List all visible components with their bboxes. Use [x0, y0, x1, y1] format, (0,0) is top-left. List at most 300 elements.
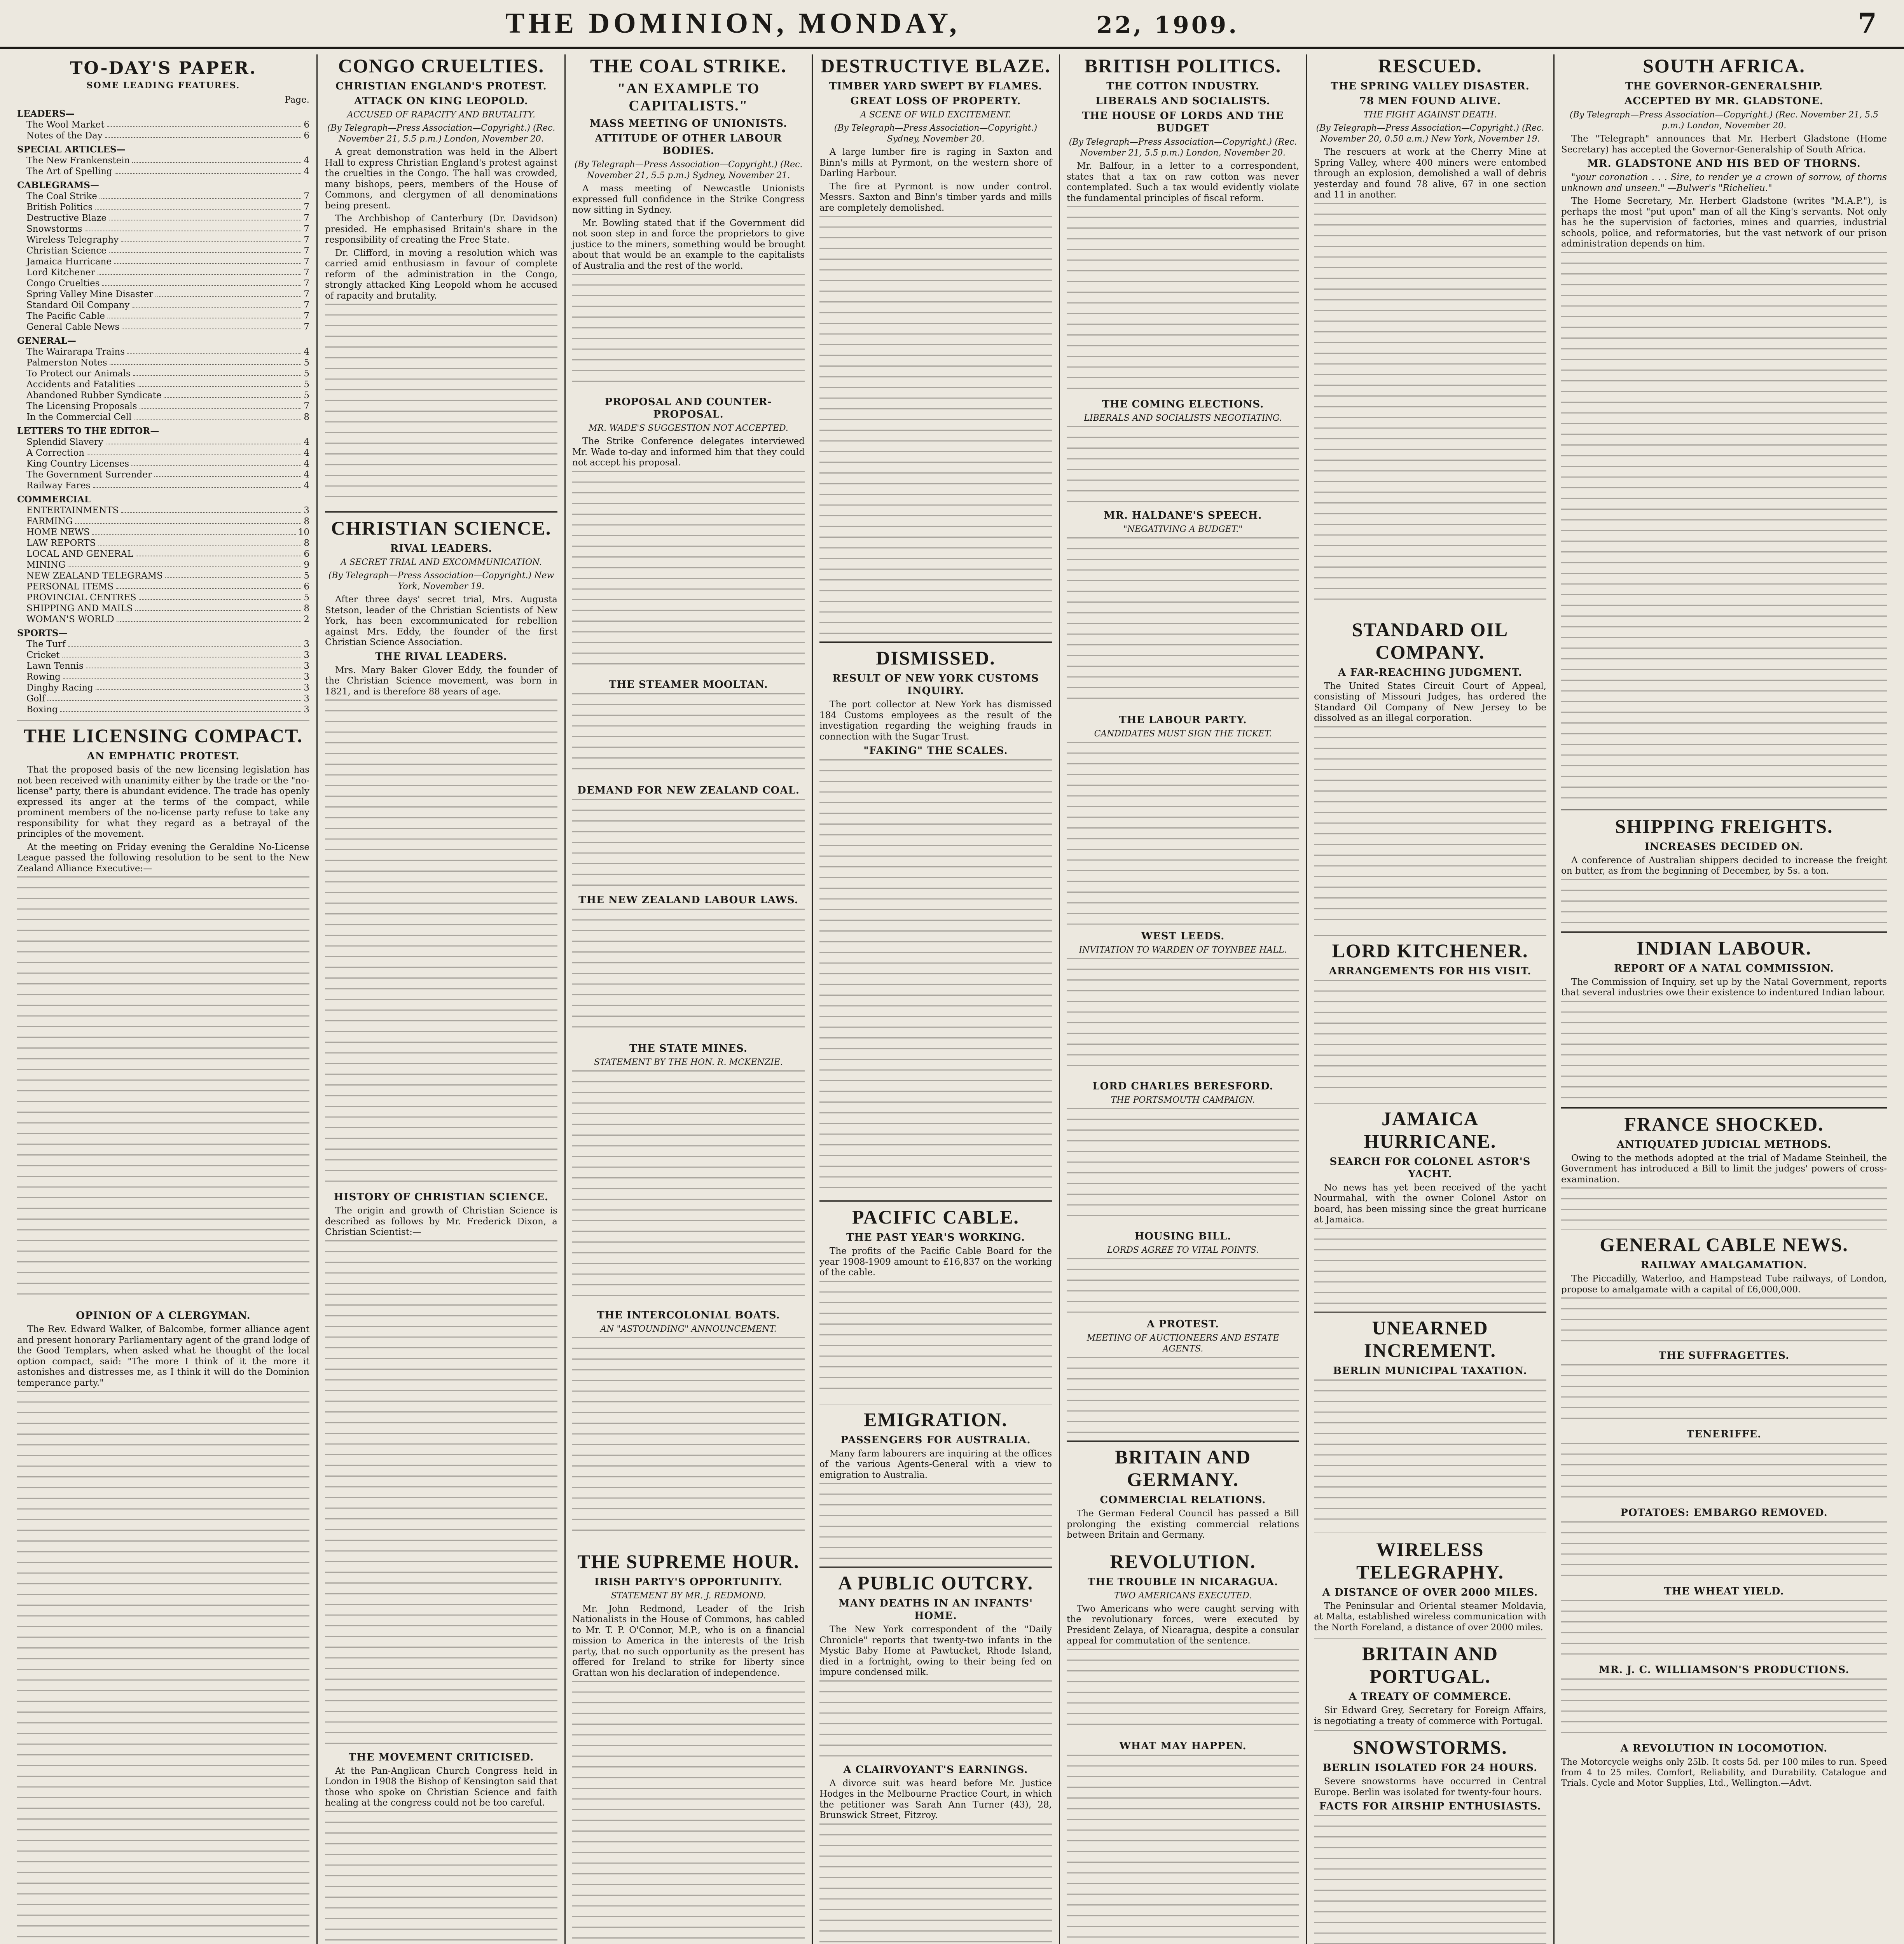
toc-entry-page: 7 [304, 213, 309, 223]
toc-entry-label: PERSONAL ITEMS [26, 582, 114, 592]
toc-entry [17, 379, 309, 390]
article-text-block [572, 799, 805, 888]
divider [1561, 1228, 1887, 1229]
article-paragraph: The Peninsular and Oriental steamer Moldavia, at Malta, established wireless communication with the North Foreland, a distance of over 2000 miles. [1314, 1601, 1546, 1633]
toc-entry-page: 7 [304, 278, 309, 288]
general-cable-news-list [1561, 1259, 1887, 1737]
column-2 [320, 54, 563, 1944]
subhead: THE TROUBLE IN NICARAGUA. [1087, 1576, 1279, 1588]
toc-entry [17, 538, 309, 549]
toc-leader-dots [116, 581, 301, 589]
toc-leader-dots [85, 224, 302, 231]
article-paragraph: The German Federal Council has passed a Bill prolonging the existing commercial relations between Britain and Germany. [1067, 1509, 1299, 1540]
divider [819, 1566, 1052, 1568]
toc-leader-dots [87, 448, 301, 455]
toc-entry-label: Splendid Slavery [26, 437, 103, 447]
subhead: THE COMING ELECTIONS. [1102, 399, 1264, 410]
toc-entry [17, 234, 309, 245]
toc-leader-dots [63, 671, 302, 679]
toc-group-heading: SPECIAL ARTICLES— [17, 144, 126, 155]
headline-jamaica-hurricane: JAMAICA HURRICANE. [1364, 1107, 1497, 1152]
toc-group-heading: COMMERCIAL [17, 494, 91, 505]
subhead: INVITATION TO WARDEN OF TOYNBEE HALL. [1079, 945, 1287, 955]
toc-entry-label: The Pacific Cable [26, 311, 105, 321]
subhead: CANDIDATES MUST SIGN THE TICKET. [1094, 729, 1272, 739]
subhead: THE RIVAL LEADERS. [375, 650, 507, 663]
article-text-block [1561, 879, 1887, 926]
toc-entry-label: SHIPPING AND MAILS [26, 603, 133, 614]
toc-entry [17, 581, 309, 592]
article-paragraph: The "Telegraph" announces that Mr. Herbert Gladstone (Home Secretary) has accepted the Governor-Generalship of South Africa. [1561, 134, 1887, 155]
subhead: CHRISTIAN ENGLAND'S PROTEST. [335, 80, 547, 92]
article-text-block [1314, 980, 1546, 1096]
article-text-block [819, 1823, 1052, 1944]
divider [1067, 1440, 1299, 1442]
dateline: (By Telegraph—Press Association—Copyright.) (Rec. November 21, 5.5 p.m.) London, November 20. [327, 123, 555, 144]
masthead-date: 22, 1909. [1096, 12, 1239, 39]
toc-entry-label: Rowing [26, 672, 61, 682]
toc-entry [17, 570, 309, 581]
column-3 [567, 54, 810, 1944]
toc-leader-dots [114, 256, 301, 264]
toc-subtitle: SOME LEADING FEATURES. [86, 80, 240, 91]
subhead: AN "ASTOUNDING" ANNOUNCEMENT. [600, 1324, 777, 1334]
toc-entry-page: 7 [304, 224, 309, 234]
toc-leader-dots [154, 469, 302, 477]
toc-entry [17, 469, 309, 480]
subhead: MR. HALDANE'S SPEECH. [1104, 510, 1262, 521]
divider [819, 1403, 1052, 1404]
toc-entry [17, 245, 309, 256]
article-text-block [325, 699, 557, 1185]
toc-entry-label: Dinghy Racing [26, 683, 93, 693]
subhead: BERLIN MUNICIPAL TAXATION. [1333, 1365, 1527, 1377]
toc-entry-page: 6 [304, 131, 309, 141]
dateline: (By Telegraph—Press Association—Copyright.) (Rec. November 21, 5.5 p.m.) London, November 20. [1069, 137, 1297, 158]
headline-france-shocked: FRANCE SHOCKED. [1624, 1113, 1824, 1135]
toc-leader-dots [93, 480, 302, 488]
toc-entry [17, 224, 309, 234]
column-rule [316, 54, 318, 1944]
toc-entry-page: 4 [304, 448, 309, 458]
subhead: IRISH PARTY'S OPPORTUNITY. [594, 1576, 783, 1588]
article-text-block [1561, 1521, 1887, 1580]
toc-entry [17, 437, 309, 448]
toc-leader-dots [117, 614, 302, 622]
subhead: AN EMPHATIC PROTEST. [87, 750, 240, 762]
toc-entry [17, 322, 309, 332]
article-text-block [325, 1240, 557, 1746]
toc-entry-page: 6 [304, 582, 309, 592]
divider [1314, 1102, 1546, 1103]
toc-entry-page: 3 [304, 694, 309, 704]
headline-snowstorms: SNOWSTORMS. [1353, 1736, 1507, 1758]
toc-entry [17, 458, 309, 469]
toc-leader-dots [136, 549, 302, 556]
toc-entry [17, 480, 309, 491]
headline-supreme-hour: THE SUPREME HOUR. [577, 1550, 800, 1572]
toc-leader-dots [131, 458, 301, 466]
subhead: LORDS AGREE TO VITAL POINTS. [1107, 1245, 1259, 1255]
toc-entry-label: Jamaica Hurricane [26, 257, 112, 267]
column-rule [564, 54, 566, 1944]
subhead: THE PAST YEAR'S WORKING. [846, 1232, 1025, 1243]
toc-leader-dots [102, 278, 302, 286]
article-text-block [1314, 203, 1546, 607]
column-7 [1556, 54, 1892, 1944]
toc-entry-page: 5 [304, 390, 309, 400]
article-text-block [1314, 726, 1546, 928]
subhead: THE COTTON INDUSTRY. [1106, 80, 1259, 92]
toc-leader-dots [140, 401, 302, 409]
toc-leader-dots [122, 322, 301, 329]
article-text-block [819, 1281, 1052, 1397]
article-paragraph: The Piccadilly, Waterloo, and Hampstead Tube railways, of London, propose to amalgamate with a capital of £6,000,000. [1561, 1274, 1887, 1295]
article-text-block [819, 759, 1052, 1195]
toc-entry [17, 448, 309, 458]
article-paragraph: Many farm labourers are inquiring at the offices of the various Agents-General with a view to emigration to Australia. [819, 1448, 1052, 1480]
toc-entry-page: 7 [304, 246, 309, 256]
toc-leader-dots [105, 130, 302, 138]
toc-entry-page: 7 [304, 300, 309, 310]
toc-entry-page: 4 [304, 156, 309, 166]
subhead: THE STEAMER MOOLTAN. [609, 678, 768, 691]
article-paragraph: A great demonstration was held in the Albert Hall to express Christian England's protest against the cruelties in the Congo. The hall was crowded, many bishops, peers, members of the House of Commons, and clergymen of all denominations being present. [325, 147, 557, 211]
article-paragraph: At the Pan-Anglican Church Congress held in London in 1908 the Bishop of Kensington said that those who spoke on Christian Science and faith healing at the congress could not be too careful. [325, 1766, 557, 1808]
divider [17, 719, 309, 720]
toc-leader-dots [164, 390, 301, 398]
article-text-block [1561, 1364, 1887, 1423]
headline-wireless-telegraphy: WIRELESS TELEGRAPHY. [1356, 1538, 1504, 1583]
toc-entry-page: 3 [304, 705, 309, 715]
toc-group-heading: SPORTS— [17, 628, 68, 638]
headline-south-africa: SOUTH AFRICA. [1643, 55, 1805, 77]
subhead: MEETING OF AUCTIONEERS AND ESTATE AGENTS. [1087, 1333, 1279, 1354]
toc-leader-dots [98, 267, 302, 275]
article-paragraph: The port collector at New York has dismissed 184 Customs employees as the result of the investigation regarding the weighing frauds in connection with the Sugar Trust. [819, 699, 1052, 742]
dateline: (By Telegraph—Press Association—Copyright.) Sydney, November 20. [834, 123, 1038, 144]
article-text-block [572, 693, 805, 779]
toc-entry [17, 549, 309, 559]
subhead: 78 MEN FOUND ALIVE. [1359, 95, 1501, 107]
divider [1314, 1731, 1546, 1732]
toc-entry-page: 3 [304, 505, 309, 516]
article-paragraph: Owing to the methods adopted at the trial of Madame Steinheil, the Government has introduced a Bill to limit the judges' powers of cross-examination. [1561, 1153, 1887, 1185]
subhead: ANTIQUATED JUDICIAL METHODS. [1616, 1138, 1832, 1150]
toc-entry-page: 9 [304, 560, 309, 570]
article-paragraph: The United States Circuit Court of Appeal, consisting of Missouri Judges, has ordered the Standard Oil Company of New Jersey to be dissolved as an illegal corporation. [1314, 681, 1546, 723]
subhead: A CLAIRVOYANT'S EARNINGS. [843, 1764, 1028, 1776]
column-rule [812, 54, 813, 1944]
headline-revolution: REVOLUTION. [1110, 1550, 1256, 1572]
toc-entry-page: 3 [304, 683, 309, 693]
subhead: THE PORTSMOUTH CAMPAIGN. [1111, 1095, 1255, 1105]
headline-britain-portugal: BRITAIN AND PORTUGAL. [1362, 1643, 1499, 1687]
toc-entry-label: Accidents and Fatalities [26, 379, 135, 390]
subhead: A REVOLUTION IN LOCOMOTION. [1620, 1743, 1828, 1754]
article-paragraph: At the meeting on Friday evening the Geraldine No-License League passed the following resolution to be sent to the New Zealand Alliance Executive:— [17, 842, 309, 874]
headline-licensing: THE LICENSING COMPACT. [23, 725, 303, 746]
toc-group-heading: CABLEGRAMS— [17, 180, 99, 191]
subhead: A TREATY OF COMMERCE. [1349, 1691, 1512, 1703]
divider [1314, 1637, 1546, 1638]
toc-entry-label: British Politics [26, 202, 93, 212]
article-text-block [1314, 1379, 1546, 1527]
article-text-block [17, 1391, 309, 1944]
toc-entry-label: The Wairarapa Trains [26, 347, 125, 357]
toc-leader-dots [132, 155, 301, 163]
toc-entry-page: 7 [304, 322, 309, 332]
toc-entry [17, 704, 309, 715]
toc-leader-dots [68, 559, 301, 567]
subhead: WEST LEEDS. [1141, 930, 1225, 942]
toc-leader-dots [109, 213, 301, 220]
toc-leader-dots [135, 603, 302, 611]
toc-entry-page: 8 [304, 516, 309, 526]
column-rule [1059, 54, 1060, 1944]
toc-entry-page: 3 [304, 661, 309, 671]
headline-congo: CONGO CRUELTIES. [338, 55, 545, 77]
subhead: A FAR-REACHING JUDGMENT. [1338, 666, 1522, 678]
article-paragraph: The Home Secretary, Mr. Herbert Gladstone (writes "M.A.P."), is perhaps the most "put upon" man of all the King's servants. Not only has he the supervision of factories, mines and quarries, industrial schools, police, and reformatories, but the vast network of our prison administration depends on him. [1561, 196, 1887, 249]
toc-entry [17, 346, 309, 357]
subhead: OPINION OF A CLERGYMAN. [76, 1310, 251, 1322]
toc-entry-label: Lord Kitchener [26, 267, 95, 278]
toc-entry [17, 682, 309, 693]
subheadline-quote: "AN EXAMPLE TO CAPITALISTS." [617, 80, 760, 114]
dateline: (By Telegraph—Press Association—Copyright.) New York, November 19. [328, 571, 554, 591]
toc-entry-page: 4 [304, 459, 309, 469]
subhead: LORD CHARLES BERESFORD. [1092, 1080, 1273, 1092]
divider [1314, 1533, 1546, 1534]
article-text-block [1561, 1443, 1887, 1501]
headline-christian-science: CHRISTIAN SCIENCE. [331, 517, 552, 539]
divider [1561, 931, 1887, 933]
toc-entry [17, 401, 309, 412]
article-paragraph: The profits of the Pacific Cable Board for the year 1908-1909 amount to £16,837 on the working of the cable. [819, 1246, 1052, 1278]
page-number: 7 [1858, 7, 1877, 39]
subhead: THE SPRING VALLEY DISASTER. [1331, 80, 1530, 92]
toc-leader-dots [107, 311, 301, 318]
article-text-block [572, 1070, 805, 1304]
divider [1314, 1311, 1546, 1313]
toc-leader-dots [92, 527, 296, 535]
toc-entry-page: 7 [304, 267, 309, 278]
divider [819, 641, 1052, 643]
article-text-block [572, 909, 805, 1037]
dateline: (By Telegraph—Press Association—Copyright.) (Rec. November 21, 5.5 p.m.) London, November 20. [1569, 110, 1879, 131]
toc-entry-label: MINING [26, 560, 66, 570]
toc-entry-label: King Country Licenses [26, 459, 129, 469]
subhead: ATTACK ON KING LEOPOLD. [354, 95, 528, 107]
toc-entry [17, 155, 309, 166]
toc-leader-dots [109, 245, 301, 253]
toc-entry-page: 7 [304, 257, 309, 267]
article-paragraph: Dr. Clifford, in moving a resolution which was carried amid enthusiasm in favour of complete reform of the administration in the Congo, strongly attacked King Leopold whom he accused of rapacity and brutality. [325, 248, 557, 301]
toc-leader-dots [98, 538, 301, 545]
toc-group-heading: GENERAL— [17, 336, 76, 346]
subhead: MASS MEETING OF UNIONISTS. [589, 118, 788, 129]
toc-entry-label: The Turf [26, 639, 66, 649]
toc-leader-dots [121, 234, 301, 242]
article-text-block [1314, 1815, 1546, 1944]
masthead [0, 0, 1904, 49]
subhead: THE GOVERNOR-GENERALSHIP. [1625, 80, 1823, 92]
cable-news-subhead: TENERIFFE. [1686, 1428, 1762, 1440]
article-text-block [325, 304, 557, 506]
toc-entry [17, 357, 309, 368]
toc-entry-page: 4 [304, 470, 309, 480]
toc-entry-page: 7 [304, 235, 309, 245]
divider [1314, 934, 1546, 935]
toc-entry [17, 559, 309, 570]
subhead: COMMERCIAL RELATIONS. [1100, 1494, 1266, 1506]
toc-entry-label: Spring Valley Mine Disaster [26, 289, 154, 299]
headline-british-politics: BRITISH POLITICS. [1084, 55, 1282, 77]
subhead: BERLIN ISOLATED FOR 24 HOURS. [1322, 1762, 1538, 1774]
toc-entry [17, 289, 309, 300]
toc-group-heading: LETTERS TO THE EDITOR— [17, 426, 159, 436]
article-text-block [1067, 1755, 1299, 1944]
article-paragraph: Two Americans who were caught serving with the revolutionary forces, were executed by President Zelaya, of Nicaragua, despite a consular appeal for commutation of the sentence. [1067, 1603, 1299, 1646]
subhead: ARRANGEMENTS FOR HIS VISIT. [1329, 965, 1532, 977]
toc-entry-label: LOCAL AND GENERAL [26, 549, 133, 559]
article-text-block [819, 1483, 1052, 1561]
headline-standard-oil: STANDARD OIL COMPANY. [1352, 618, 1509, 663]
headline-shipping-freights: SHIPPING FREIGHTS. [1615, 815, 1833, 837]
toc-entry-label: Standard Oil Company [26, 300, 130, 310]
article-text-block [819, 216, 1052, 636]
advertisement: The Motorcycle weighs only 25lb. It costs 5d. per 100 miles to run. Speed from 4 to 25 miles. Comfort, Reliability, and Durability. Catalogue and Trials. Cycle and Motor Supplies, Ltd., Wellington.—Advt. [1561, 1757, 1887, 1788]
subhead: INCREASES DECIDED ON. [1644, 841, 1804, 853]
toc-entry-label: The Licensing Proposals [26, 401, 137, 411]
article-paragraph: The rescuers at work at the Cherry Mine at Spring Valley, where 400 miners were entombed through an explosion, demolished a wall of debris yesterday and found 78 alive, 67 in one section and 11 in another. [1314, 147, 1546, 200]
cable-news-subhead: POTATOES: EMBARGO REMOVED. [1620, 1507, 1828, 1519]
toc-entry-page: 2 [304, 614, 309, 624]
article-text-block [1067, 206, 1299, 393]
subhead: ATTITUDE OF OTHER LABOUR BODIES. [595, 133, 782, 157]
toc-leader-dots [86, 661, 302, 668]
toc-entry-page: 5 [304, 379, 309, 390]
toc-entry-page: 6 [304, 549, 309, 559]
dateline: (By Telegraph—Press Association—Copyright.) (Rec. November 20, 0.50 a.m.) New York, November 19. [1316, 123, 1544, 144]
toc-leader-dots [60, 704, 302, 712]
article-text-block [1561, 1600, 1887, 1658]
headline-lord-kitchener: LORD KITCHENER. [1332, 939, 1528, 962]
article-paragraph: The fire at Pyrmont is now under control. Messrs. Saxton and Binn's timber yards and mills are completely demolished. [819, 181, 1052, 213]
headline-unearned-increment: UNEARNED INCREMENT. [1364, 1316, 1496, 1361]
column-1 [12, 54, 315, 1944]
article-text-block [572, 471, 805, 673]
toc-entry [17, 603, 309, 614]
toc-entry-label: Boxing [26, 705, 58, 715]
toc-entry-label: Wireless Telegraphy [26, 235, 119, 245]
subhead: THE LABOUR PARTY. [1119, 714, 1247, 726]
toc-entry-label: Snowstorms [26, 224, 82, 234]
toc-leader-dots [100, 191, 302, 199]
divider [572, 1545, 805, 1546]
toc-entry-page: 10 [298, 527, 309, 537]
toc-entry [17, 311, 309, 322]
headline-pacific-cable: PACIFIC CABLE. [852, 1206, 1019, 1228]
toc-entry [17, 213, 309, 224]
toc-entry-label: The Wool Market [26, 120, 105, 130]
headline-coal-strike: THE COAL STRIKE. [590, 55, 787, 77]
subhead: ACCEPTED BY MR. GLADSTONE. [1625, 95, 1824, 107]
toc-entry [17, 166, 309, 177]
subhead: THE INTERCOLONIAL BOATS. [597, 1309, 780, 1321]
toc-entry [17, 639, 309, 650]
subhead: A SCENE OF WILD EXCITEMENT. [860, 110, 1011, 120]
toc-leader-dots [134, 412, 301, 420]
subhead: THE STATE MINES. [629, 1042, 748, 1054]
subhead: TWO AMERICANS EXECUTED. [1114, 1591, 1252, 1601]
toc-entry-label: Christian Science [26, 246, 107, 256]
toc-entry-page: 4 [304, 166, 309, 177]
subhead: LIBERALS AND SOCIALISTS NEGOTIATING. [1084, 413, 1282, 423]
toc-entry-page: 7 [304, 191, 309, 201]
cable-news-subhead: THE WHEAT YIELD. [1664, 1586, 1784, 1597]
toc-entry-page: 4 [304, 437, 309, 447]
toc-entry-label: The Art of Spelling [26, 166, 112, 177]
toc-entry-page: 7 [304, 401, 309, 411]
article-paragraph: The Archbishop of Canterbury (Dr. Davidson) presided. He emphasised Britain's share in the responsibility of creating the Free State. [325, 213, 557, 245]
headline-destructive-blaze: DESTRUCTIVE BLAZE. [821, 55, 1051, 77]
toc-entry-page: 8 [304, 538, 309, 548]
toc-entry-label: LAW REPORTS [26, 538, 96, 548]
toc-leader-dots [155, 289, 301, 297]
subhead: MR. GLADSTONE AND HIS BED OF THORNS. [1587, 158, 1861, 170]
article-text-block [1067, 426, 1299, 504]
toc-entry-page: 4 [304, 347, 309, 357]
subhead: THE NEW ZEALAND LABOUR LAWS. [578, 894, 798, 906]
toc-leader-dots [68, 639, 302, 647]
article-text-block [1561, 1187, 1887, 1222]
toc-leader-dots [165, 570, 302, 578]
article-paragraph: A divorce suit was heard before Mr. Justice Hodges in the Melbourne Practice Court, in which the petitioner was Sarah Ann Turner (43), 28, Brunswick Street, Fitzroy. [819, 1778, 1052, 1820]
quotation: "your coronation . . . Sire, to render ye a crown of sorrow, of thorns unknown and unseen." —Bulwer's "Richelieu." [1561, 172, 1887, 193]
toc-entry-label: Railway Fares [26, 481, 91, 491]
toc-entry-label: Destructive Blaze [26, 213, 107, 223]
article-text-block [1067, 1108, 1299, 1225]
divider [819, 1200, 1052, 1202]
article-text-block [1067, 1649, 1299, 1734]
toc-entry-page: 7 [304, 289, 309, 299]
toc-leader-dots [127, 346, 301, 354]
article-paragraph: The New York correspondent of the "Daily Chronicle" reports that twenty-two infants in the Mystic Baby Home at Pawtucket, Rhode Island, died in a fortnight, owing to their being fed on impure condensed milk. [819, 1624, 1052, 1677]
column-5 [1061, 54, 1305, 1944]
subhead: REPORT OF A NATAL COMMISSION. [1614, 962, 1834, 974]
toc-entry-page: 7 [304, 202, 309, 212]
toc-entry-page: 3 [304, 672, 309, 682]
article-text-block [819, 1680, 1052, 1758]
subhead: STATEMENT BY MR. J. REDMOND. [611, 1591, 766, 1601]
toc-entry [17, 671, 309, 682]
article-paragraph: Sir Edward Grey, Secretary for Foreign Affairs, is negotiating a treaty of commerce with Portugal. [1314, 1705, 1546, 1726]
article-paragraph: Mr. Balfour, in a letter to a correspondent, states that a tax on raw cotton was never contemplated. Such a tax would evidently violate the fundamental principles of fiscal reform. [1067, 161, 1299, 203]
article-paragraph: That the proposed basis of the new licensing legislation has not been received with unanimity either by the trade or the "no-license" party, there is abundant evidence. The trade has openly expressed its anger at the terms of the compact, while prominent members of the no-license party refuse to take any responsibility for what they regard as a betrayal of the principles of the movement. [17, 765, 309, 839]
toc-entry [17, 278, 309, 289]
column-4 [814, 54, 1057, 1944]
article-paragraph: Mr. John Redmond, Leader of the Irish Nationalists in the House of Commons, has cabled to Mr. T. P. O'Connor, M.P., who is on a financial mission to America in the interests of the Irish party, that no such opportunity as the present has offered for Ireland to strike for liberty since Grattan won his declaration of independence. [572, 1603, 805, 1678]
article-text-block [1067, 537, 1299, 708]
headline-britain-germany: BRITAIN AND GERMANY. [1114, 1446, 1251, 1490]
article-paragraph: A conference of Australian shippers decided to increase the freight on butter, as from the beginning of December, by 5s. a ton. [1561, 855, 1887, 876]
article-text-block [1561, 1297, 1887, 1344]
masthead-title: THE DOMINION, MONDAY, [505, 7, 961, 39]
subhead: THE HOUSE OF LORDS AND THE BUDGET [1082, 110, 1284, 134]
toc-entry [17, 516, 309, 527]
